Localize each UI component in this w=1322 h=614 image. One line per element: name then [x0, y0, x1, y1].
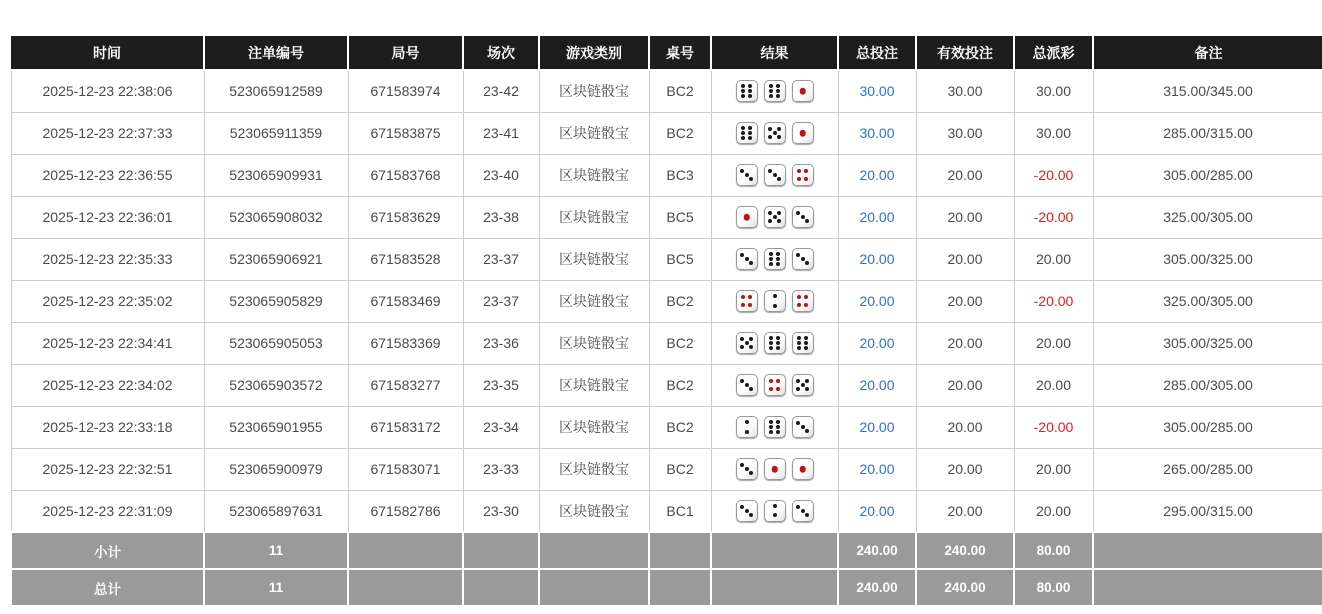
cell-total-payout: 20.00 — [1014, 364, 1093, 406]
subtotal-empty — [649, 532, 711, 569]
cell-remark: 325.00/305.00 — [1093, 280, 1322, 322]
table-row — [11, 154, 1322, 196]
cell-valid-bet: 20.00 — [916, 364, 1014, 406]
cell-bet_id: 523065900979 — [204, 448, 348, 490]
cell-remark: 305.00/325.00 — [1093, 322, 1322, 364]
table-row — [11, 280, 1322, 322]
table-row — [11, 322, 1322, 364]
cell-time: 2025-12-23 22:36:01 — [11, 196, 204, 238]
cell-result — [711, 70, 838, 112]
grand-total-empty — [348, 569, 463, 606]
cell-result — [711, 322, 838, 364]
cell-time: 2025-12-23 22:38:06 — [11, 70, 204, 112]
cell-round_no: 671583629 — [348, 196, 463, 238]
subtotal-empty — [711, 532, 838, 569]
die-6-icon — [792, 332, 814, 354]
col-header-total_payout: 总派彩 — [1014, 36, 1093, 70]
die-3-icon — [792, 500, 814, 522]
cell-round_no: 671583469 — [348, 280, 463, 322]
cell-round_no: 671583768 — [348, 154, 463, 196]
cell-valid-bet: 20.00 — [916, 490, 1014, 532]
die-3-icon — [792, 416, 814, 438]
die-2-icon — [764, 290, 786, 312]
cell-table_no: BC2 — [649, 364, 711, 406]
cell-valid-bet: 20.00 — [916, 196, 1014, 238]
subtotal-remark-empty — [1093, 532, 1322, 569]
cell-bet_id: 523065908032 — [204, 196, 348, 238]
cell-round_no: 671582786 — [348, 490, 463, 532]
cell-session: 23-41 — [463, 112, 539, 154]
die-6-icon — [764, 248, 786, 270]
cell-total-bet — [838, 154, 916, 196]
cell-total-bet — [838, 364, 916, 406]
cell-total-payout: 30.00 — [1014, 112, 1093, 154]
cell-table_no: BC2 — [649, 70, 711, 112]
die-1-icon — [792, 80, 814, 102]
total-bet-link[interactable]: 20.00 — [859, 335, 895, 351]
die-4-icon — [792, 164, 814, 186]
total-bet-link[interactable]: 20.00 — [859, 209, 895, 225]
cell-game_type: 区块链骰宝 — [539, 112, 649, 154]
col-header-remark: 备注 — [1093, 36, 1322, 70]
table-row — [11, 196, 1322, 238]
cell-session: 23-38 — [463, 196, 539, 238]
cell-bet_id: 523065906921 — [204, 238, 348, 280]
cell-table_no: BC5 — [649, 238, 711, 280]
die-4-icon — [764, 374, 786, 396]
total-bet-link[interactable]: 20.00 — [859, 251, 895, 267]
cell-time: 2025-12-23 22:32:51 — [11, 448, 204, 490]
cell-game_type: 区块链骰宝 — [539, 364, 649, 406]
col-header-bet_id: 注单编号 — [204, 36, 348, 70]
cell-valid-bet: 20.00 — [916, 406, 1014, 448]
cell-result — [711, 154, 838, 196]
cell-total-payout: -20.00 — [1014, 280, 1093, 322]
cell-valid-bet: 30.00 — [916, 70, 1014, 112]
grand-total-empty — [649, 569, 711, 606]
cell-session: 23-36 — [463, 322, 539, 364]
cell-bet_id: 523065905829 — [204, 280, 348, 322]
grand-total-label: 总计 — [11, 569, 204, 606]
grand-total-row — [11, 569, 1322, 606]
die-3-icon — [736, 164, 758, 186]
die-6-icon — [764, 332, 786, 354]
cell-total-payout: -20.00 — [1014, 196, 1093, 238]
table-row — [11, 112, 1322, 154]
cell-session: 23-30 — [463, 490, 539, 532]
cell-game_type: 区块链骰宝 — [539, 238, 649, 280]
cell-table_no: BC1 — [649, 490, 711, 532]
bet-history-report — [10, 36, 1322, 607]
cell-valid-bet: 30.00 — [916, 112, 1014, 154]
cell-remark: 315.00/345.00 — [1093, 70, 1322, 112]
cell-table_no: BC2 — [649, 448, 711, 490]
cell-round_no: 671583974 — [348, 70, 463, 112]
cell-round_no: 671583875 — [348, 112, 463, 154]
cell-game_type: 区块链骰宝 — [539, 280, 649, 322]
cell-bet_id: 523065905053 — [204, 322, 348, 364]
cell-game_type: 区块链骰宝 — [539, 448, 649, 490]
die-3-icon — [736, 500, 758, 522]
cell-total-payout: 20.00 — [1014, 490, 1093, 532]
table-body — [11, 70, 1322, 532]
cell-result — [711, 196, 838, 238]
cell-table_no: BC2 — [649, 406, 711, 448]
cell-session: 23-37 — [463, 238, 539, 280]
cell-remark: 325.00/305.00 — [1093, 196, 1322, 238]
grand-total-empty — [711, 569, 838, 606]
cell-result — [711, 490, 838, 532]
cell-valid-bet: 20.00 — [916, 280, 1014, 322]
total-bet-link[interactable]: 30.00 — [859, 125, 895, 141]
table-row — [11, 70, 1322, 112]
cell-remark: 305.00/285.00 — [1093, 406, 1322, 448]
cell-session: 23-33 — [463, 448, 539, 490]
cell-bet_id: 523065909931 — [204, 154, 348, 196]
grand-total-total-bet: 240.00 — [838, 569, 916, 606]
die-3-icon — [736, 458, 758, 480]
header-row — [11, 36, 1322, 70]
die-5-icon — [792, 374, 814, 396]
cell-game_type: 区块链骰宝 — [539, 406, 649, 448]
die-5-icon — [736, 332, 758, 354]
total-bet-link[interactable]: 20.00 — [859, 502, 895, 519]
cell-total-bet — [838, 238, 916, 280]
total-bet-link[interactable]: 30.00 — [859, 83, 895, 100]
subtotal-valid-bet: 240.00 — [916, 532, 1014, 569]
subtotal-total-payout: 80.00 — [1014, 532, 1093, 569]
cell-table_no: BC2 — [649, 280, 711, 322]
cell-game_type: 区块链骰宝 — [539, 196, 649, 238]
table-row — [11, 238, 1322, 280]
cell-remark: 295.00/315.00 — [1093, 490, 1322, 532]
cell-result — [711, 280, 838, 322]
die-6-icon — [764, 80, 786, 102]
die-1-icon — [792, 122, 814, 144]
grand-total-valid-bet: 240.00 — [916, 569, 1014, 606]
die-1-icon — [792, 458, 814, 480]
subtotal-total-bet: 240.00 — [838, 532, 916, 569]
cell-time: 2025-12-23 22:35:33 — [11, 238, 204, 280]
cell-session: 23-37 — [463, 280, 539, 322]
cell-total-bet — [838, 280, 916, 322]
cell-session: 23-42 — [463, 70, 539, 112]
cell-bet_id: 523065897631 — [204, 490, 348, 532]
cell-game_type: 区块链骰宝 — [539, 322, 649, 364]
cell-time: 2025-12-23 22:36:55 — [11, 154, 204, 196]
cell-time: 2025-12-23 22:35:02 — [11, 280, 204, 322]
cell-remark: 285.00/305.00 — [1093, 364, 1322, 406]
cell-remark: 305.00/325.00 — [1093, 238, 1322, 280]
die-3-icon — [792, 248, 814, 270]
col-header-result: 结果 — [711, 36, 838, 70]
cell-total-bet — [838, 196, 916, 238]
total-bet-link[interactable]: 20.00 — [859, 167, 895, 183]
table-header — [11, 36, 1322, 70]
cell-game_type: 区块链骰宝 — [539, 490, 649, 532]
cell-remark: 305.00/285.00 — [1093, 154, 1322, 196]
total-bet-link[interactable]: 20.00 — [859, 419, 895, 435]
cell-total-payout: 20.00 — [1014, 448, 1093, 490]
die-3-icon — [736, 248, 758, 270]
subtotal-count: 11 — [204, 532, 348, 569]
total-bet-link[interactable]: 20.00 — [859, 461, 895, 477]
cell-total-payout: 30.00 — [1014, 70, 1093, 112]
table-row — [11, 448, 1322, 490]
cell-total-bet — [838, 448, 916, 490]
die-6-icon — [736, 80, 758, 102]
table-footer — [11, 532, 1322, 606]
cell-time: 2025-12-23 22:34:41 — [11, 322, 204, 364]
cell-time: 2025-12-23 22:33:18 — [11, 406, 204, 448]
table-row — [11, 364, 1322, 406]
cell-session: 23-35 — [463, 364, 539, 406]
die-4-icon — [736, 290, 758, 312]
cell-game_type: 区块链骰宝 — [539, 70, 649, 112]
cell-round_no: 671583071 — [348, 448, 463, 490]
cell-remark: 265.00/285.00 — [1093, 448, 1322, 490]
cell-total-bet — [838, 70, 916, 112]
die-2-icon — [764, 500, 786, 522]
cell-result — [711, 406, 838, 448]
cell-table_no: BC5 — [649, 196, 711, 238]
cell-total-bet — [838, 322, 916, 364]
cell-result — [711, 364, 838, 406]
cell-table_no: BC2 — [649, 112, 711, 154]
grand-total-empty — [539, 569, 649, 606]
cell-total-payout: -20.00 — [1014, 154, 1093, 196]
col-header-table_no: 桌号 — [649, 36, 711, 70]
cell-total-payout: 20.00 — [1014, 238, 1093, 280]
col-header-session: 场次 — [463, 36, 539, 70]
col-header-game_type: 游戏类别 — [539, 36, 649, 70]
cell-round_no: 671583172 — [348, 406, 463, 448]
cell-bet_id: 523065912589 — [204, 70, 348, 112]
grand-total-total-payout: 80.00 — [1014, 569, 1093, 606]
cell-total-bet — [838, 112, 916, 154]
grand-total-count: 11 — [204, 569, 348, 606]
cell-valid-bet: 20.00 — [916, 154, 1014, 196]
cell-total-bet — [838, 490, 916, 532]
subtotal-row — [11, 532, 1322, 569]
cell-valid-bet: 20.00 — [916, 238, 1014, 280]
grand-total-remark-empty — [1093, 569, 1322, 606]
col-header-valid_bet: 有效投注 — [916, 36, 1014, 70]
cell-total-bet — [838, 406, 916, 448]
cell-time: 2025-12-23 22:37:33 — [11, 112, 204, 154]
total-bet-link[interactable]: 20.00 — [859, 377, 895, 393]
col-header-round_no: 局号 — [348, 36, 463, 70]
die-1-icon — [736, 206, 758, 228]
cell-round_no: 671583528 — [348, 238, 463, 280]
cell-result — [711, 448, 838, 490]
cell-bet_id: 523065911359 — [204, 112, 348, 154]
subtotal-empty — [539, 532, 649, 569]
cell-game_type: 区块链骰宝 — [539, 154, 649, 196]
cell-session: 23-40 — [463, 154, 539, 196]
die-3-icon — [792, 206, 814, 228]
cell-table_no: BC3 — [649, 154, 711, 196]
cell-bet_id: 523065903572 — [204, 364, 348, 406]
table-row — [11, 490, 1322, 532]
cell-round_no: 671583369 — [348, 322, 463, 364]
die-6-icon — [764, 416, 786, 438]
col-header-total_bet: 总投注 — [838, 36, 916, 70]
cell-valid-bet: 20.00 — [916, 322, 1014, 364]
bet-history-table — [10, 36, 1322, 607]
die-6-icon — [736, 122, 758, 144]
cell-round_no: 671583277 — [348, 364, 463, 406]
cell-session: 23-34 — [463, 406, 539, 448]
cell-remark: 285.00/315.00 — [1093, 112, 1322, 154]
subtotal-empty — [463, 532, 539, 569]
cell-total-payout: -20.00 — [1014, 406, 1093, 448]
die-5-icon — [764, 206, 786, 228]
cell-result — [711, 112, 838, 154]
cell-time: 2025-12-23 22:31:09 — [11, 490, 204, 532]
die-3-icon — [764, 164, 786, 186]
die-5-icon — [764, 122, 786, 144]
die-3-icon — [736, 374, 758, 396]
col-header-time: 时间 — [11, 36, 204, 70]
cell-bet_id: 523065901955 — [204, 406, 348, 448]
subtotal-empty — [348, 532, 463, 569]
die-4-icon — [792, 290, 814, 312]
total-bet-link[interactable]: 20.00 — [859, 293, 895, 309]
cell-result — [711, 238, 838, 280]
cell-table_no: BC2 — [649, 322, 711, 364]
cell-total-payout: 20.00 — [1014, 322, 1093, 364]
grand-total-empty — [463, 569, 539, 606]
die-2-icon — [736, 416, 758, 438]
table-row — [11, 406, 1322, 448]
die-1-icon — [764, 458, 786, 480]
subtotal-label: 小计 — [11, 532, 204, 569]
cell-valid-bet: 20.00 — [916, 448, 1014, 490]
cell-time: 2025-12-23 22:34:02 — [11, 364, 204, 406]
